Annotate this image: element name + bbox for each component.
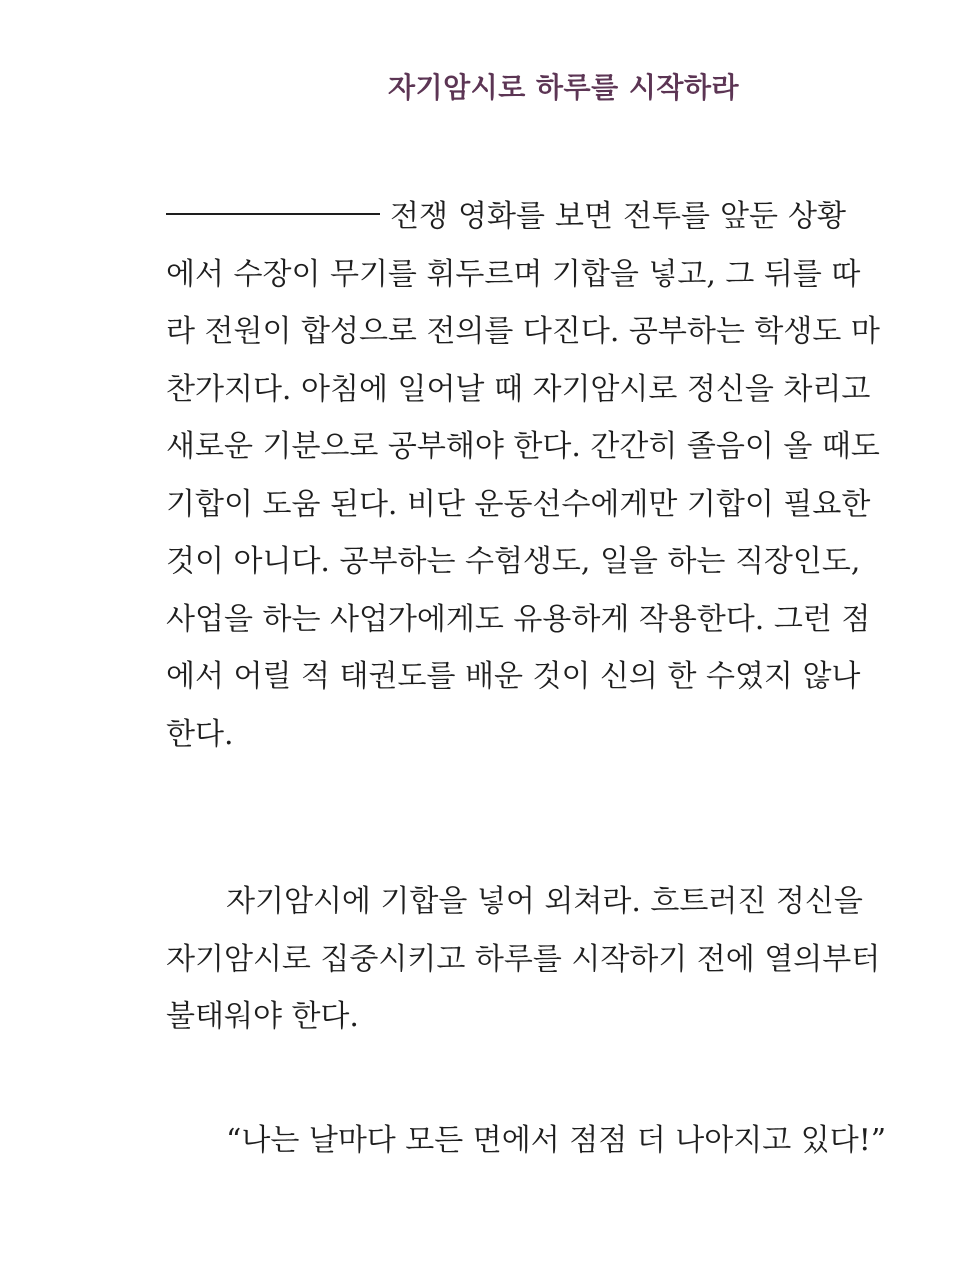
line-text: 전쟁 영화를 보면 전투를 앞둔 상황 xyxy=(390,199,846,234)
paragraph-line: 라 전원이 합성으로 전의를 다진다. 공부하는 학생도 마 xyxy=(166,314,880,349)
paragraph-line: 에서 수장이 무기를 휘두르며 기합을 넣고, 그 뒤를 따 xyxy=(166,256,861,292)
quote-text: “나는 날마다 모든 면에서 점점 더 나아지고 있다!” xyxy=(226,1123,887,1158)
paragraph-line: 기합이 도움 된다. 비단 운동선수에게만 기합이 필요한 xyxy=(166,486,871,522)
paragraph-line xyxy=(166,188,846,246)
paragraph-line: 사업을 하는 사업가에게도 유용하게 작용한다. 그런 점 xyxy=(166,601,871,637)
paragraph-1 xyxy=(166,188,880,763)
paragraph-line: 찬가지다. 아침에 일어날 때 자기암시로 정신을 차리고 xyxy=(166,371,871,407)
paragraph-line: 새로운 기분으로 공부해야 한다. 간간히 졸음이 올 때도 xyxy=(166,429,880,464)
paragraph-line: 자기암시로 집중시키고 하루를 시작하기 전에 열의부터 xyxy=(166,941,881,977)
paragraph-line: 자기암시에 기합을 넣어 외쳐라. 흐트러진 정신을 xyxy=(226,884,863,919)
page-title: 자기암시로 하루를 시작하라 xyxy=(388,71,740,104)
paragraph-line: 에서 어릴 적 태권도를 배운 것이 신의 한 수였지 않나 xyxy=(166,659,861,694)
em-dash-rule xyxy=(166,213,380,215)
paragraph-2 xyxy=(166,873,881,1046)
quote-paragraph xyxy=(166,1112,887,1170)
paragraph-line: 한다. xyxy=(166,716,234,752)
paragraph-line: 것이 아니다. 공부하는 수험생도, 일을 하는 직장인도, xyxy=(166,544,861,579)
paragraph-line: 불태워야 한다. xyxy=(166,999,359,1034)
